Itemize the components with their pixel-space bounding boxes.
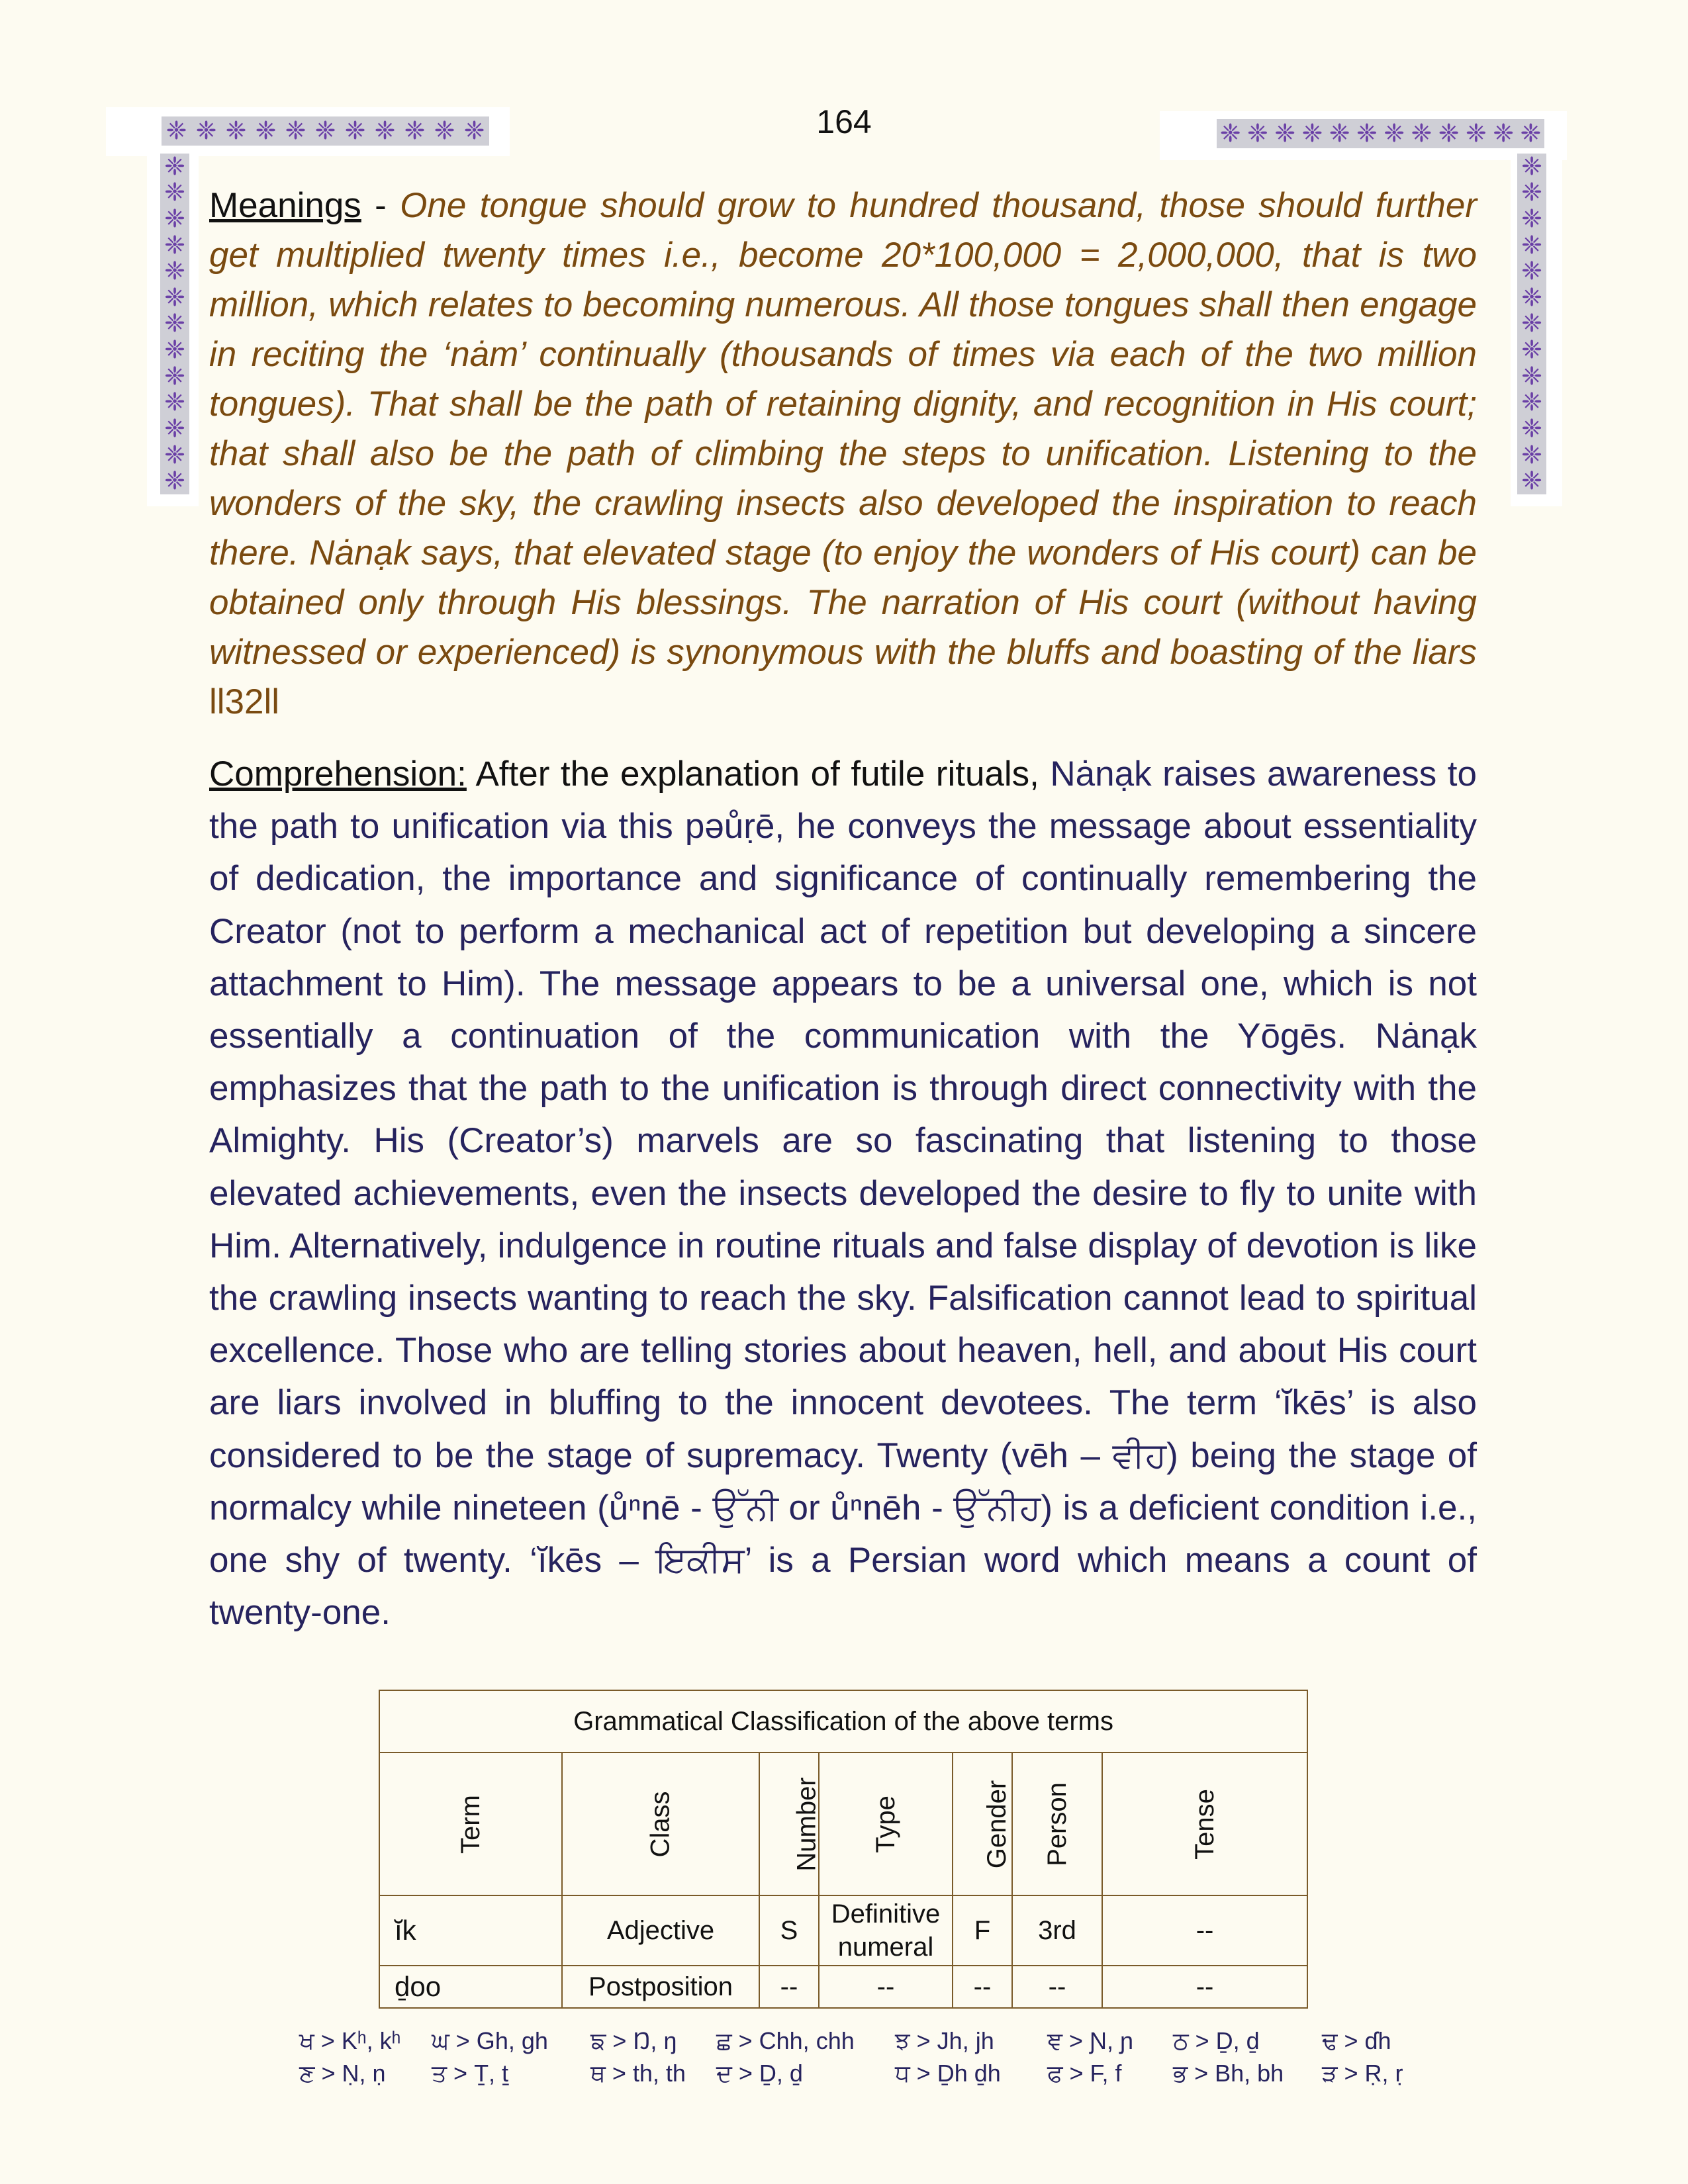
ornament-flower-icon: ❈	[164, 388, 185, 417]
ornament-flower-icon: ❈	[164, 231, 185, 259]
translit-item: ਭ > Bh, bh	[1173, 2060, 1284, 2087]
cell-class: Postposition	[562, 1966, 759, 2008]
comprehension-text: Nȧnạk raises awareness to the path to unification via this pəůṛē, he conveys the message about essentiality of dedication, the importance and significance of continually remembering the Creator (not to perform a mechanical act of repetition but developing a sincere attachment to Him). The message appears to be a universal one, which is not essentially a continuation of the communication with the Yōgēs. Nȧnạk emphasizes that the path to the unification is through direct connectivity with the Almighty. His (Creator’s) marvels are so fascinating that listening to those elevated achievements, even the insects developed the desire to fly to unite with Him. Alternatively, indulgence in routine rituals and false display of devotion is like the crawling insects wanting to reach the sky. Falsification cannot lead to spiritual excellence. Those who are telling stories about heaven, hell, and about His court are liars involved in bluffing to the innocent devotees. The term ‘ĭkēs’ is also considered to be the stage of supremacy. Twenty (vēh – ਵੀਹ) being the stage of normalcy while nineteen (ůⁿnē - ਉੱਨੀ or ůⁿnēh - ਉੱਨੀਹ) is a deficient condition i.e., one shy of twenty. ‘ĭkēs – ਇਕੀਸ’ is a Persian word which means a count of twenty-one.	[209, 754, 1477, 1633]
translit-item: ਤ > Ṯ, ṯ	[432, 2060, 509, 2087]
ornament-flower-icon: ❈	[1521, 310, 1542, 338]
translit-item: ਝ > Jh, jh	[895, 2027, 994, 2054]
ornament-flower-icon: ❈	[195, 117, 217, 145]
ornament-flower-icon: ❈	[1329, 120, 1350, 148]
translit-item: ਣ > Ṇ, ṇ	[299, 2060, 386, 2087]
cell-type: --	[819, 1966, 953, 2008]
ornament-flower-icon: ❈	[164, 205, 185, 234]
ornament-flower-icon: ❈	[255, 117, 277, 145]
cell-number: S	[759, 1895, 819, 1966]
cell-tense: --	[1102, 1895, 1307, 1966]
ornament-flower-icon: ❈	[1521, 467, 1542, 494]
cell-person: 3rd	[1012, 1895, 1102, 1966]
ornament-flower-icon: ❈	[1521, 362, 1542, 390]
cell-person: --	[1012, 1966, 1102, 2008]
ornament-flower-icon: ❈	[1521, 414, 1542, 443]
ornament-flower-icon: ❈	[1356, 120, 1378, 148]
transliteration-key	[299, 2027, 1425, 2088]
ornament-flower-icon: ❈	[164, 179, 185, 207]
translit-item: ਙ > Ŋ, ŋ	[590, 2027, 677, 2054]
translit-item: ਛ > Chh, chh	[716, 2027, 855, 2054]
cell-term: ĭk	[379, 1895, 562, 1966]
ornament-flower-icon: ❈	[164, 283, 185, 312]
ornament-flower-icon: ❈	[1521, 336, 1542, 365]
ornament-flower-icon: ❈	[1521, 388, 1542, 417]
translit-item: ਞ > Ɲ, ɲ	[1047, 2027, 1134, 2054]
table-row	[379, 1966, 1307, 2008]
ornament-flower-icon: ❈	[1383, 120, 1405, 148]
ornament-flower-icon: ❈	[164, 257, 185, 286]
table-row	[379, 1895, 1307, 1966]
ornament-strip-right	[1517, 154, 1546, 494]
ornament-strip-left	[160, 154, 189, 494]
ornament-flower-icon: ❈	[1521, 441, 1542, 469]
comprehension-paragraph	[209, 748, 1477, 1639]
translit-item: ੜ > Ṛ, ṛ	[1322, 2060, 1403, 2087]
cell-gender: --	[953, 1966, 1012, 2008]
ornament-flower-icon: ❈	[1493, 120, 1515, 148]
meanings-text: One tongue should grow to hundred thousand, those should further get multiplied twenty times i.e., become 20*100,000 = 2,000,000, that is two million, which relates to becoming numerous. All those tongues shall then engage in reciting the ‘nȧm’ continually (thousands of times via each of the two million tongues). That shall be the path of retaining dignity, and recognition in His court; that shall also be the path of climbing the steps to unification. Listening to the wonders of the sky, the crawling insects also developed the inspiration to reach there. Nȧnạk says, that elevated stage (to enjoy the wonders of His court) can be obtained only through His blessings. The narration of His court (without having witnessed or experienced) is synonymous with the bluffs and boasting of the liars	[209, 186, 1477, 672]
ornament-flower-icon: ❈	[1521, 179, 1542, 207]
header-type: Type	[819, 1752, 953, 1895]
translit-item: ਢ > ɗh	[1322, 2027, 1391, 2054]
ornament-flower-icon: ❈	[164, 441, 185, 469]
ornament-flower-icon: ❈	[1521, 231, 1542, 259]
translit-item: ਦ > Ḏ, ḏ	[716, 2060, 803, 2087]
ornament-flower-icon: ❈	[463, 117, 485, 145]
comprehension-lead: After the explanation of futile rituals,	[466, 754, 1039, 794]
ornament-flower-icon: ❈	[1521, 283, 1542, 312]
grammar-table	[379, 1690, 1308, 2009]
ornament-flower-icon: ❈	[164, 154, 185, 181]
cell-gender: F	[953, 1895, 1012, 1966]
ornament-flower-icon: ❈	[1465, 120, 1487, 148]
ornament-strip-top-right	[1217, 119, 1544, 148]
ornament-flower-icon: ❈	[1521, 205, 1542, 234]
ornament-flower-icon: ❈	[314, 117, 336, 145]
ornament-flower-icon: ❈	[1521, 257, 1542, 286]
cell-type: Definitive numeral	[819, 1895, 953, 1966]
ornament-flower-icon: ❈	[434, 117, 455, 145]
translit-item: ਫ > F, f	[1047, 2060, 1122, 2087]
ornament-flower-icon: ❈	[164, 414, 185, 443]
ornament-flower-icon: ❈	[1301, 120, 1323, 148]
ornament-strip-top-left	[162, 116, 489, 146]
header-gender: Gender	[953, 1752, 1012, 1895]
ornament-flower-icon: ❈	[1274, 120, 1296, 148]
header-tense: Tense	[1102, 1752, 1307, 1895]
ornament-flower-icon: ❈	[344, 117, 366, 145]
translit-item: ਘ > Gh, gh	[432, 2027, 548, 2054]
ornament-flower-icon: ❈	[1438, 120, 1460, 148]
ornament-flower-icon: ❈	[1411, 120, 1432, 148]
header-number: Number	[759, 1752, 819, 1895]
ornament-flower-icon: ❈	[164, 310, 185, 338]
translit-item: ਧ > Ḏh ḏh	[895, 2060, 1001, 2087]
cell-tense: --	[1102, 1966, 1307, 2008]
table-caption: Grammatical Classification of the above terms	[379, 1690, 1307, 1752]
ornament-flower-icon: ❈	[1246, 120, 1268, 148]
meanings-dash: -	[361, 186, 400, 225]
ornament-flower-icon: ❈	[164, 336, 185, 365]
ornament-flower-icon: ❈	[1219, 120, 1241, 148]
header-person: Person	[1012, 1752, 1102, 1895]
cell-number: --	[759, 1966, 819, 2008]
cell-class: Adjective	[562, 1895, 759, 1966]
header-term: Term	[379, 1752, 562, 1895]
translit-item: ਥ > th, th	[590, 2060, 686, 2087]
ornament-flower-icon: ❈	[1521, 154, 1542, 181]
ornament-flower-icon: ❈	[165, 117, 187, 145]
page-number: 164	[816, 103, 872, 140]
ornament-flower-icon: ❈	[225, 117, 247, 145]
meanings-paragraph	[209, 181, 1477, 727]
ornament-flower-icon: ❈	[404, 117, 426, 145]
translit-item: ਖ > Kʰ, kʰ	[299, 2027, 401, 2054]
comprehension-label: Comprehension:	[209, 754, 467, 794]
meanings-label: Meanings	[209, 186, 361, 225]
ornament-flower-icon: ❈	[374, 117, 396, 145]
header-class: Class	[562, 1752, 759, 1895]
ornament-flower-icon: ❈	[164, 467, 185, 494]
ornament-flower-icon: ❈	[164, 362, 185, 390]
ornament-flower-icon: ❈	[1520, 120, 1542, 148]
verse-end-mark: ll32ll	[209, 682, 280, 721]
ornament-flower-icon: ❈	[285, 117, 306, 145]
translit-item: ਠ > Ḏ, ḏ	[1173, 2027, 1260, 2054]
cell-term: ḏoo	[379, 1966, 562, 2008]
